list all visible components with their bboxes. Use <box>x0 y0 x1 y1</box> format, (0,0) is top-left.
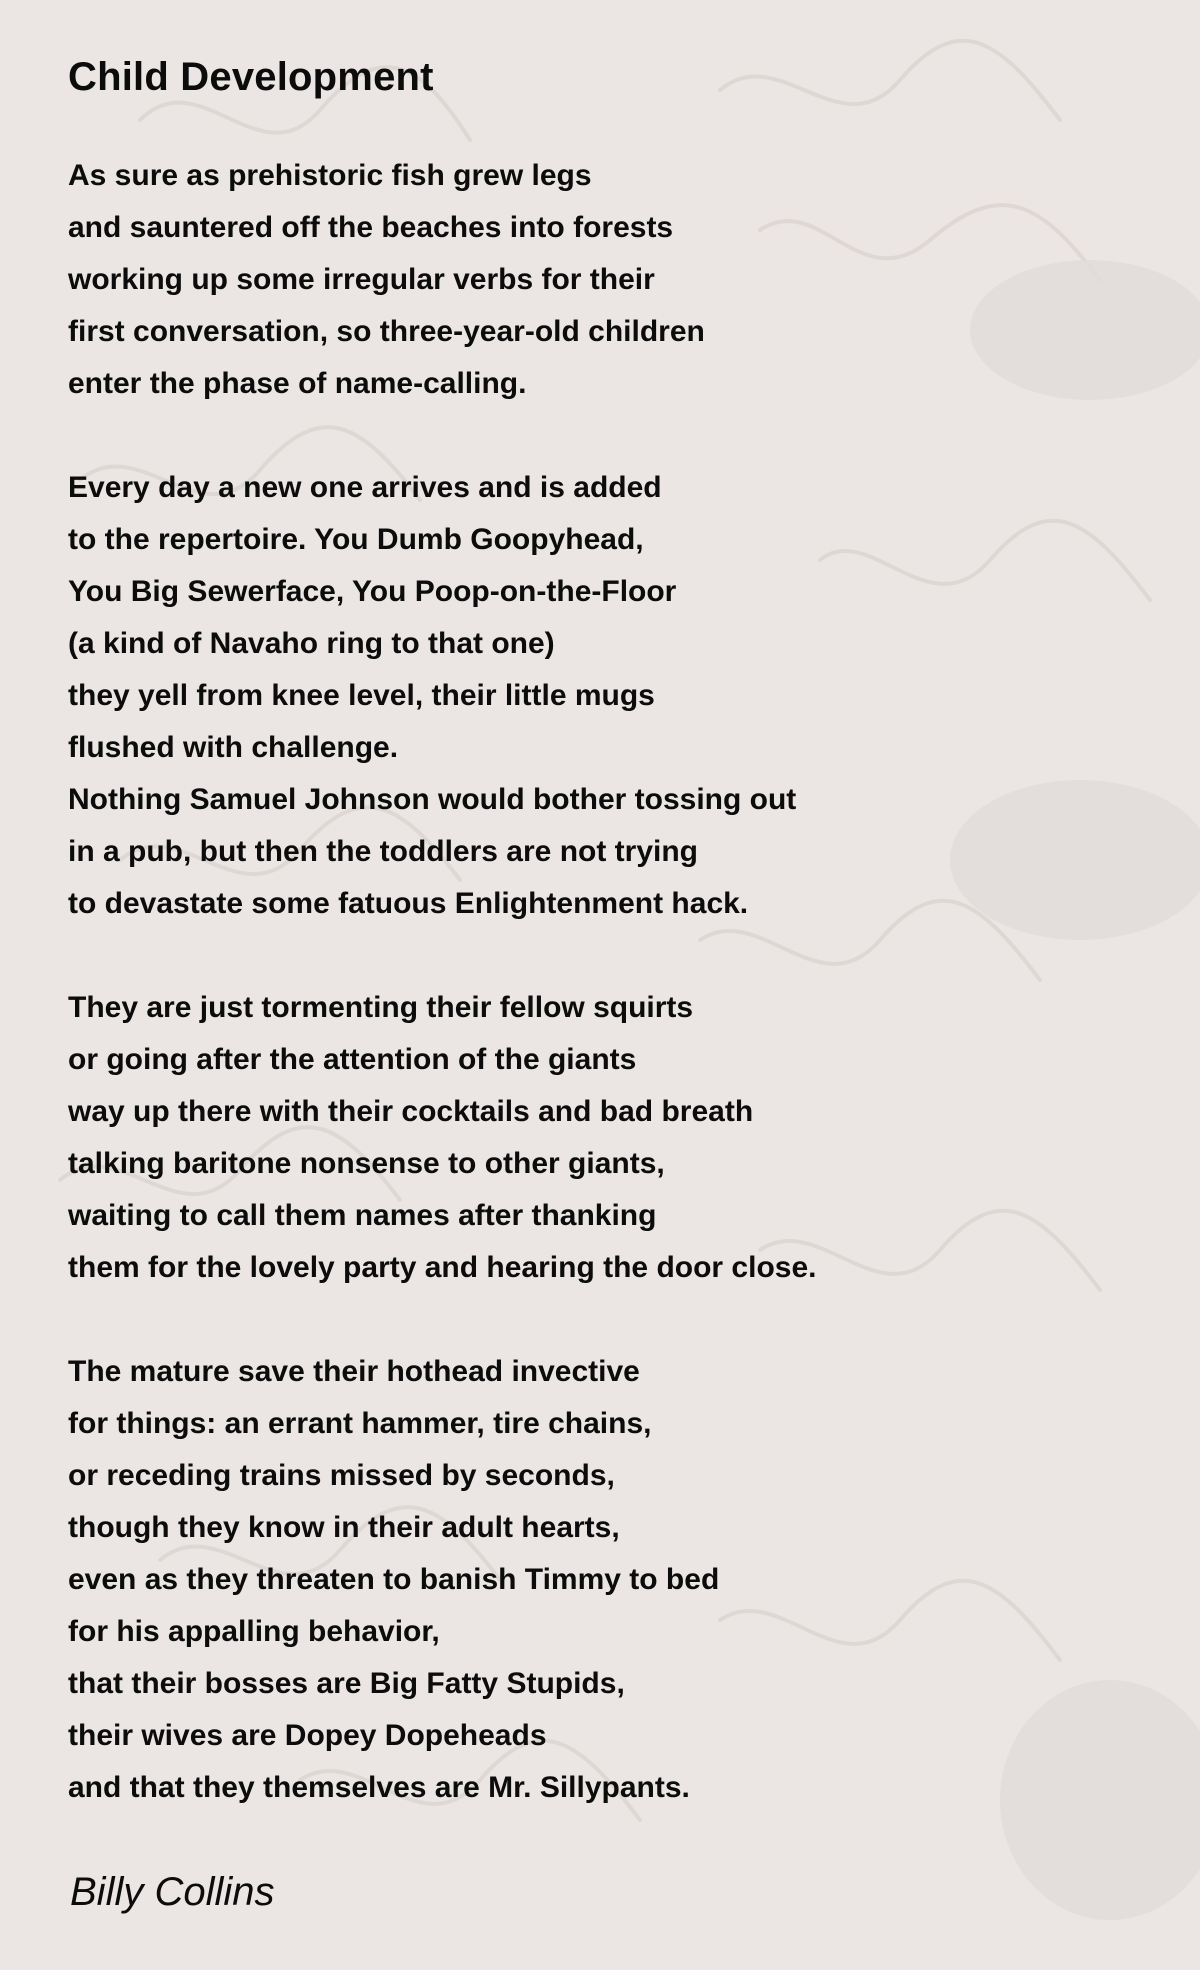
poem-line: waiting to call them names after thanking <box>68 1199 657 1232</box>
poem-line: that their bosses are Big Fatty Stupids, <box>68 1667 625 1700</box>
poem-line: Nothing Samuel Johnson would bother tossing out <box>68 783 797 816</box>
poem-line: for his appalling behavior, <box>68 1615 440 1648</box>
poem-title: Child Development <box>68 55 434 99</box>
poem-line: first conversation, so three-year-old children <box>68 315 705 348</box>
poem-stanza <box>68 982 1148 1294</box>
poem-line: talking baritone nonsense to other giants, <box>68 1147 665 1180</box>
poem-line: Every day a new one arrives and is added <box>68 471 662 504</box>
poem-body <box>68 150 1148 1814</box>
poem-line: enter the phase of name-calling. <box>68 367 527 400</box>
poem-stanza <box>68 1346 1148 1814</box>
poem-line: The mature save their hothead invective <box>68 1355 640 1388</box>
poem-container <box>68 52 1148 1866</box>
poem-line: to devastate some fatuous Enlightenment hack. <box>68 887 749 920</box>
poem-line: their wives are Dopey Dopeheads <box>68 1719 547 1752</box>
poem-line: You Big Sewerface, You Poop-on-the-Floor <box>68 575 677 608</box>
poem-stanza <box>68 150 1148 410</box>
poem-line: in a pub, but then the toddlers are not trying <box>68 835 698 868</box>
poem-line: though they know in their adult hearts, <box>68 1511 620 1544</box>
poem-line: They are just tormenting their fellow squirts <box>68 991 694 1024</box>
poem-line: for things: an errant hammer, tire chains, <box>68 1407 652 1440</box>
poem-stanza <box>68 462 1148 930</box>
poem-author: Billy Collins <box>70 1870 275 1914</box>
poem-line: they yell from knee level, their little mugs <box>68 679 655 712</box>
poem-line: them for the lovely party and hearing the door close. <box>68 1251 817 1284</box>
poem-line: or receding trains missed by seconds, <box>68 1459 615 1492</box>
poem-line: As sure as prehistoric fish grew legs <box>68 159 592 192</box>
poem-line: or going after the attention of the giants <box>68 1043 637 1076</box>
poem-line: way up there with their cocktails and bad breath <box>68 1095 754 1128</box>
poem-line: even as they threaten to banish Timmy to bed <box>68 1563 720 1596</box>
poem-line: working up some irregular verbs for their <box>68 263 655 296</box>
poem-line: flushed with challenge. <box>68 731 399 764</box>
poem-line: and that they themselves are Mr. Sillypants. <box>68 1771 690 1804</box>
poem-line: and sauntered off the beaches into forests <box>68 211 674 244</box>
poem-line: to the repertoire. You Dumb Goopyhead, <box>68 523 644 556</box>
poem-line: (a kind of Navaho ring to that one) <box>68 627 555 660</box>
